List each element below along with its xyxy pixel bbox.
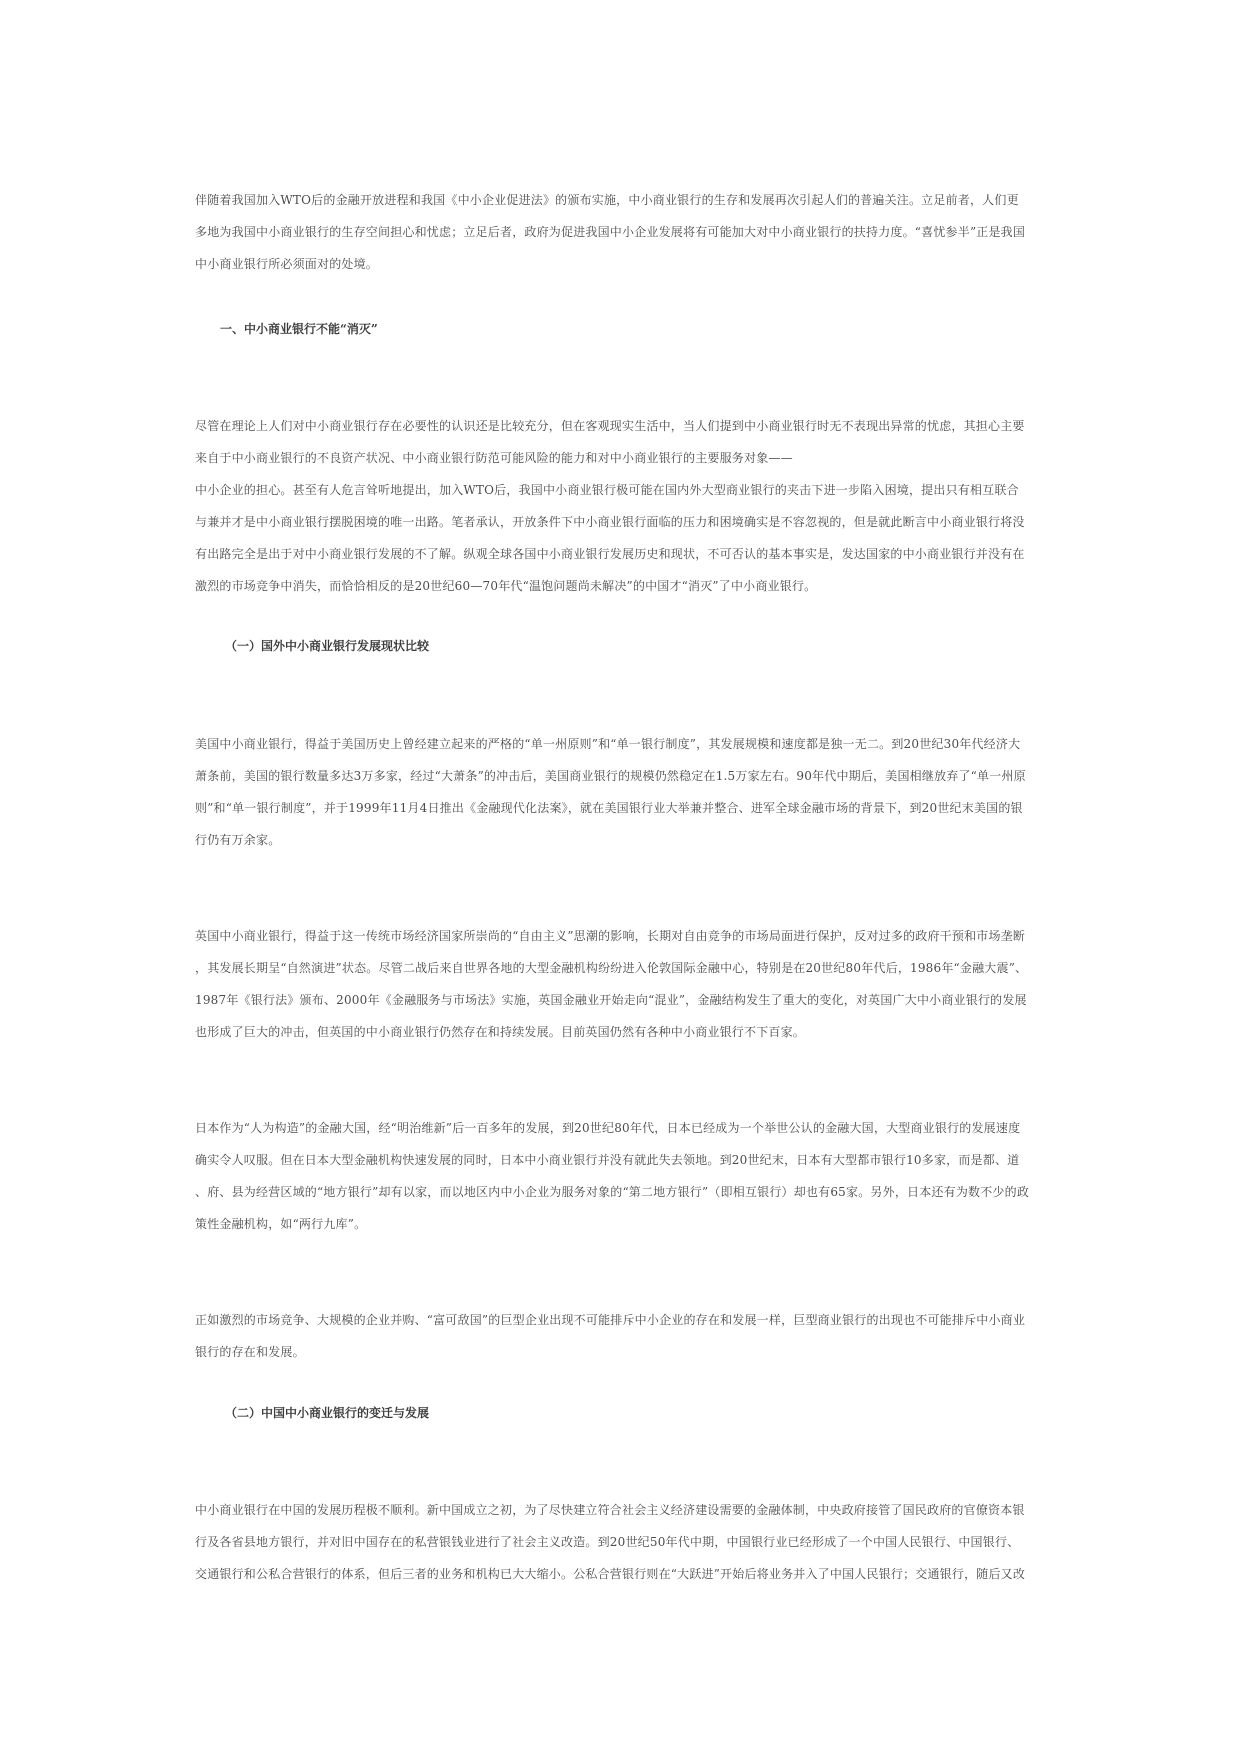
text-line: 银行的存在和发展。 (195, 1345, 305, 1359)
text-line: 正如激烈的市场竞争、大规模的企业并购、“富可敌国”的巨型企业出现不可能排斥中小企业的存在和发展一样，巨型商业银行的出现也不可能排斥中小商业 (195, 1313, 1026, 1327)
intro-paragraph (195, 184, 1055, 280)
subsection-heading-1: （一）国外中小商业银行发展现状比较 (225, 639, 430, 653)
summary-paragraph (195, 1304, 1055, 1368)
text-line: 有出路完全是出于对中小商业银行发展的不了解。纵观全球各国中小商业银行发展历史和现状，不可否认的基本事实是，发达国家的中小商业银行并没有在 (195, 547, 1025, 561)
text-line: 中小企业的担心。甚至有人危言耸听地提出，加入WTO后，我国中小商业银行极可能在国内外大型商业银行的夹击下进一步陷入困境，提出只有相互联合 (195, 483, 1019, 497)
text-line: ，其发展长期呈“自然演进”状态。尽管二战后来自世界各地的大型金融机构纷纷进入伦敦国际金融中心，特别是在20世纪80年代后，1986年“金融大震”、 (195, 961, 1028, 975)
text-line: 确实令人叹服。但在日本大型金融机构快速发展的同时，日本中小商业银行并没有就此失去领地。到20世纪末，日本有大型都市银行10多家，而是都、道 (195, 1153, 1020, 1167)
section1-paragraph (195, 410, 1055, 602)
text-line: 与兼并才是中小商业银行摆脱困境的唯一出路。笔者承认，开放条件下中小商业银行面临的压力和困境确实是不容忽视的，但是就此断言中小商业银行将没 (195, 515, 1025, 529)
text-line: 尽管在理论上人们对中小商业银行存在必要性的认识还是比较充分，但在客观现实生活中，当人们提到中小商业银行时无不表现出异常的忧虑，其担心主要 (195, 419, 1025, 433)
text-line: 日本作为“人为构造”的金融大国，经“明治维新”后一百多年的发展，到20世纪80年代，日本已经成为一个举世公认的金融大国，大型商业银行的发展速度 (195, 1121, 1021, 1135)
us-paragraph (195, 728, 1055, 856)
text-line: 美国中小商业银行，得益于美国历史上曾经建立起来的严格的“单一州原则”和“单一银行制度”，其发展规模和速度都是独一无二。到20世纪30年代经济大 (195, 737, 1021, 751)
text-line: 交通银行和公私合营银行的体系，但后三者的业务和机构已大大缩小。公私合营银行则在“大跃进”开始后将业务并入了中国人民银行；交通银行，随后又改 (195, 1567, 1026, 1581)
text-line: 则”和“单一银行制度”，并于1999年11月4日推出《金融现代化法案》，就在美国银行业大举兼并整合、进军全球金融市场的背景下，到20世纪末美国的银 (195, 801, 1023, 815)
text-line: 萧条前，美国的银行数量多达3万多家，经过“大萧条”的冲击后，美国商业银行的规模仍然稳定在1.5万家左右。90年代中期后，美国相继放弃了“单一州原 (195, 769, 1026, 783)
text-line: 英国中小商业银行，得益于这一传统市场经济国家所崇尚的“自由主义”思潮的影响，长期对自由竞争的市场局面进行保护，反对过多的政府干预和市场垄断 (195, 929, 1026, 943)
text-line: 行仍有万余家。 (195, 833, 281, 847)
subsection-heading-2: （二）中国中小商业银行的变迁与发展 (225, 1406, 430, 1420)
text-line: 、府、县为经营区域的“地方银行”却有以家，而以地区内中小企业为服务对象的“第二地方银行”（即相互银行）却也有65家。另外，日本还有为数不少的政 (195, 1185, 1030, 1199)
text-line: 多地为我国中小商业银行的生存空间担心和忧虑；立足后者，政府为促进我国中小企业发展将有可能加大对中小商业银行的扶持力度。“喜忧参半”正是我国 (195, 225, 1026, 239)
japan-paragraph (195, 1112, 1055, 1240)
text-line: 也形成了巨大的冲击，但英国的中小商业银行仍然存在和持续发展。目前英国仍然有各种中小商业银行不下百家。 (195, 1025, 806, 1039)
text-line: 伴随着我国加入WTO后的金融开放进程和我国《中小企业促进法》的颁布实施，中小商业银行的生存和发展再次引起人们的普遍关注。立足前者，人们更 (195, 193, 1019, 207)
text-line: 来自于中小商业银行的不良资产状况、中小商业银行防范可能风险的能力和对中小商业银行的主要服务对象—— (195, 451, 793, 465)
section-heading-1: 一、中小商业银行不能“消灭” (220, 322, 378, 336)
text-line: 中小商业银行在中国的发展历程极不顺利。新中国成立之初，为了尽快建立符合社会主义经济建设需要的金融体制，中央政府接管了国民政府的官僚资本银 (195, 1503, 1025, 1517)
text-line: 中小商业银行所必须面对的处境。 (195, 257, 379, 271)
uk-paragraph (195, 920, 1055, 1048)
text-line: 行及各省县地方银行，并对旧中国存在的私营银钱业进行了社会主义改造。到20世纪50年代中期，中国银行业已经形成了一个中国人民银行、中国银行、 (195, 1535, 1020, 1549)
text-line: 激烈的市场竞争中消失，而恰恰相反的是20世纪60—70年代“温饱问题尚未解决”的中国才“消灭”了中小商业银行。 (195, 579, 817, 593)
china-paragraph (195, 1494, 1055, 1590)
text-line: 1987年《银行法》颁布、2000年《金融服务与市场法》实施，英国金融业开始走向“混业”，金融结构发生了重大的变化，对英国广大中小商业银行的发展 (195, 993, 1027, 1007)
text-line: 策性金融机构，如“两行九库”。 (195, 1217, 367, 1231)
